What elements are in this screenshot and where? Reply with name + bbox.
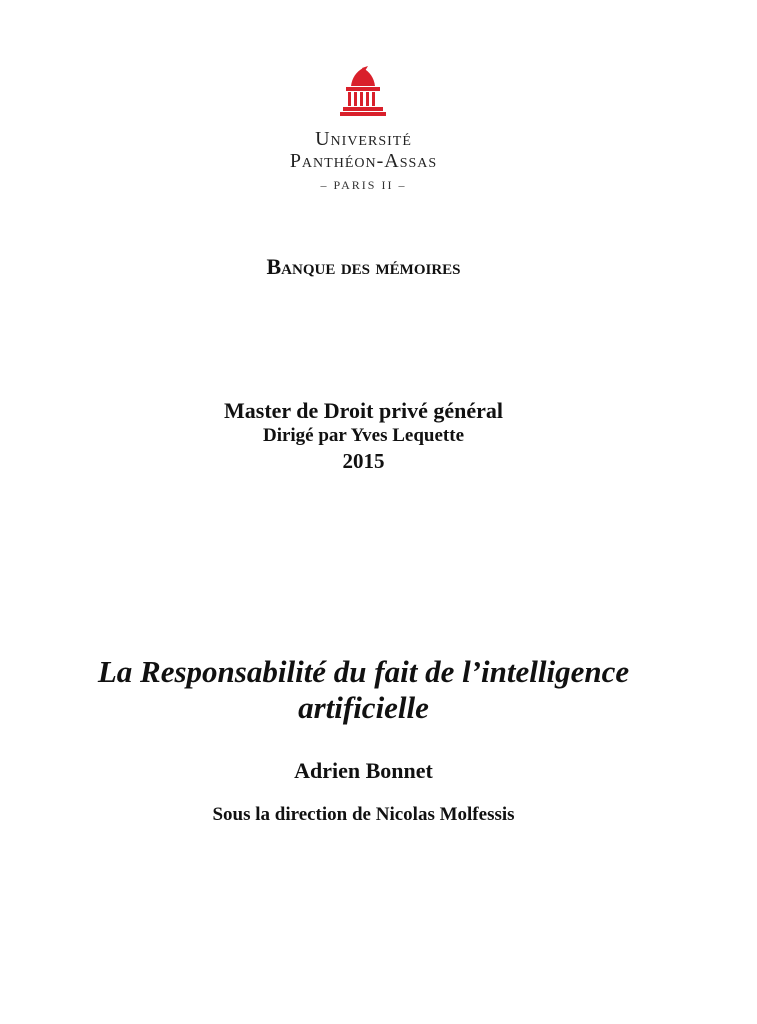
- university-name-line1: Université: [315, 128, 412, 150]
- master-info: [0, 398, 727, 474]
- university-logo: [338, 66, 388, 118]
- master-title: Master de Droit privé général: [224, 398, 503, 423]
- thesis-supervisor: Sous la direction de Nicolas Molfessis: [212, 804, 515, 825]
- master-director: Dirigé par Yves Lequette: [262, 425, 465, 446]
- thesis-author: Adrien Bonnet: [294, 758, 433, 783]
- collection-title: Banque des mémoires: [266, 254, 461, 279]
- thesis-title: La Responsabilité du fait de l’intelligence artificielle: [97, 654, 630, 725]
- university-name-line2: Panthéon-Assas: [289, 150, 438, 172]
- university-city: – PARIS II –: [320, 178, 407, 192]
- master-year: 2015: [342, 449, 385, 473]
